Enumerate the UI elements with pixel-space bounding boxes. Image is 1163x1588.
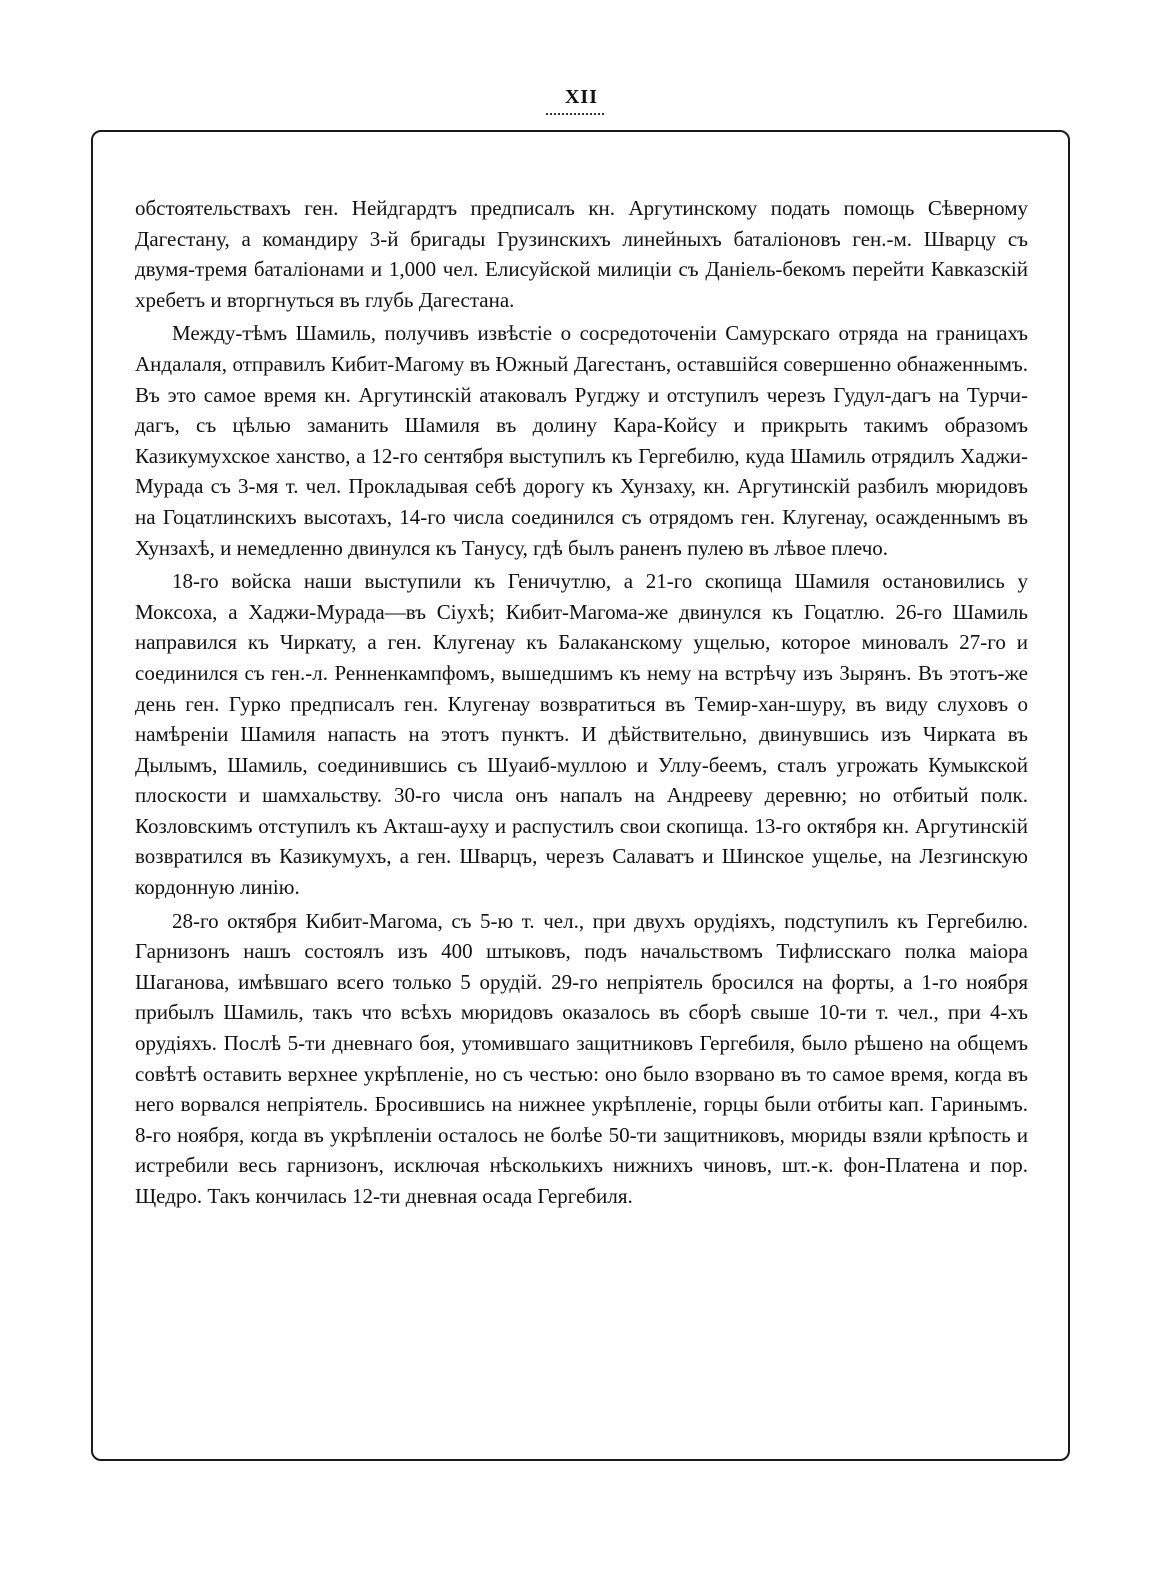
page-number-underline [546,113,604,115]
paragraph: обстоятельствахъ ген. Нейдгардтъ предписалъ кн. Аргутинскому подать помощь Сѣверному Дагестану, а командиру 3-й бригады Грузинскихъ линейныхъ баталіоновъ ген.-м. Шварцу съ двумя-тремя баталіонами и 1,000 чел. Елисуйской милиціи съ Даніель-бекомъ перейти Кавказскій хребетъ и вторгнуться въ глубь Дагестана. [135,196,1028,312]
paragraph: 18-го войска наши выступили къ Геничутлю, а 21-го скопища Шамиля остановились у Моксоха, а Хаджи-Мурада—въ Сіухѣ; Кибит-Магома-же двинулся къ Гоцатлю. 26-го Шамиль направился къ Чиркату, а ген. Клугенау къ Балаканскому ущелью, которое миновалъ 27-го и соединился съ ген.-л. Ренненкампфомъ, вышедшимъ къ нему на встрѣчу изъ Зырянъ. Въ этотъ-же день ген. Гурко предписалъ ген. Клугенау возвратиться въ Темир-хан-шуру, въ виду слуховъ о намѣреніи Шамиля напасть на этотъ пунктъ. И дѣйствительно, двинувшись изъ Чирката въ Дылымъ, Шамиль, соединившись съ Шуаиб-муллою и Уллу-беемъ, сталъ угрожать Кумыкской плоскости и шамхальству. 30-го числа онъ напалъ на Андрееву деревню; но отбитый полк. Козловскимъ отступилъ къ Акташ-ауху и распустилъ свои скопища. 13-го октября кн. Аргутинскій возвратился въ Казикумухъ, а ген. Шварцъ, черезъ Салаватъ и Шинское ущелье, на Лезгинскую кордонную линію. [135,569,1028,900]
paragraph: Между-тѣмъ Шамиль, получивъ извѣстіе о сосредоточеніи Самурскаго отряда на границахъ Андалаля, отправилъ Кибит-Магому въ Южный Дагестанъ, оставшійся совершенно обнаженнымъ. Въ это самое время кн. Аргутинскій атаковалъ Ругджу и отступилъ черезъ Гудул-дагъ на Турчи-дагъ, съ цѣлью заманить Шамиля въ долину Кара-Койсу и прикрыть такимъ образомъ Казикумухское ханство, а 12-го сентября выступилъ къ Гергебилю, куда Шамиль отрядилъ Хаджи-Мурада съ 3-мя т. чел. Прокладывая себѣ дорогу къ Хунзаху, кн. Аргутинскій разбилъ мюридовъ на Гоцатлинскихъ высотахъ, 14-го числа соединился съ отрядомъ ген. Клугенау, осажденнымъ въ Хунзахѣ, и немедленно двинулся къ Танусу, гдѣ былъ раненъ пулею въ лѣвое плечо. [135,321,1028,560]
body-text [135,193,1028,1215]
paragraph: 28-го октября Кибит-Магома, съ 5-ю т. чел., при двухъ орудіяхъ, подступилъ къ Гергебилю. Гарнизонъ нашъ состоялъ изъ 400 штыковъ, подъ начальствомъ Тифлисскаго полка маіора Шаганова, имѣвшаго всего только 5 орудій. 29-го непріятель бросился на форты, а 1-го ноября прибылъ Шамиль, такъ что всѣхъ мюридовъ оказалось въ сборѣ свыше 10-ти т. чел., при 4-хъ орудіяхъ. Послѣ 5-ти дневнаго боя, утомившаго защитниковъ Гергебиля, было рѣшено на общемъ совѣтѣ оставить верхнее укрѣпленіе, но съ честью: оно было взорвано въ то самое время, когда въ него ворвался непріятель. Бросившись на нижнее укрѣпленіе, горцы были отбиты кап. Гаринымъ. 8-го ноября, когда въ укрѣпленіи осталось не болѣе 50-ти защитниковъ, мюриды взяли крѣпость и истребили весь гарнизонъ, исключая нѣсколькихъ нижнихъ чиновъ, шт.-к. фон-Платена и пор. Щедро. Такъ кончилась 12-ти дневная осада Гергебиля. [135,908,1028,1208]
page-number: XII [564,86,598,108]
